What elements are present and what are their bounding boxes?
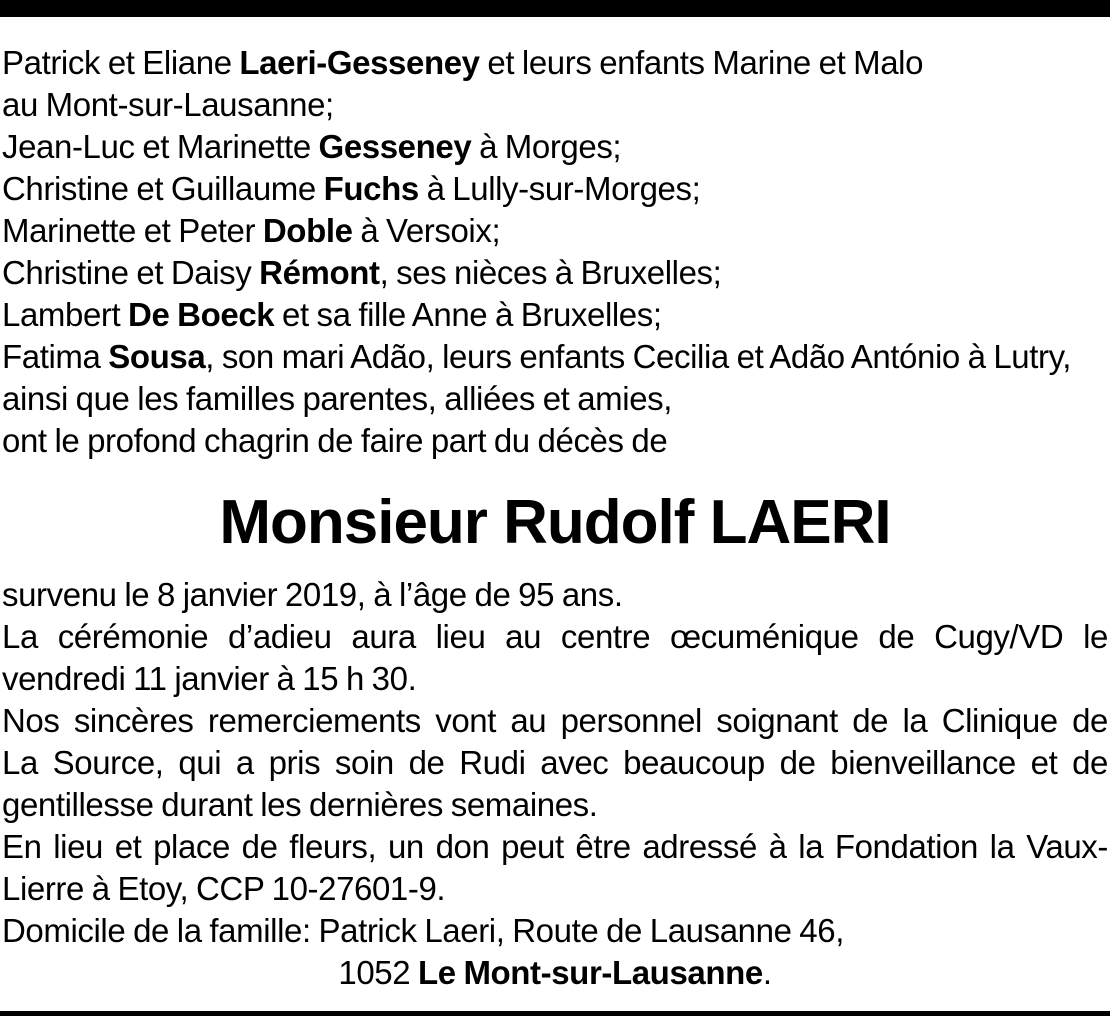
family-line: Christine et Daisy Rémont, ses nièces à Bruxelles; bbox=[2, 254, 722, 291]
ceremony-text: vendredi 11 janvier à 15 h 30. bbox=[2, 660, 417, 697]
family-line: au Mont-sur-Lausanne; bbox=[2, 86, 334, 123]
family-surname: Rémont bbox=[259, 254, 380, 291]
donation-text: Lierre à Etoy, CCP 10-27601-9. bbox=[2, 870, 446, 907]
family-domicile-locality: 1052 Le Mont-sur-Lausanne. bbox=[338, 954, 772, 991]
family-line: Patrick et Eliane Laeri-Gesseney et leurs enfants Marine et Malo bbox=[2, 44, 924, 81]
family-domicile: Domicile de la famille: Patrick Laeri, Route de Lausanne 46, bbox=[2, 912, 844, 949]
family-line: Lambert De Boeck et sa fille Anne à Bruxelles; bbox=[2, 296, 662, 333]
obituary-details bbox=[2, 574, 1108, 994]
thanks-text: Nos sincères remerciements vont au personnel soignant de la Clinique de bbox=[2, 702, 1108, 739]
family-line: Fatima Sousa, son mari Adão, leurs enfants Cecilia et Adão António à Lutry, bbox=[2, 338, 1072, 375]
thanks-text: La Source, qui a pris soin de Rudi avec beaucoup de bienveillance et de bbox=[2, 744, 1108, 781]
ceremony-text: La cérémonie d’adieu aura lieu au centre œcuménique de Cugy/VD le bbox=[2, 618, 1108, 655]
family-surname: Laeri-Gesseney bbox=[239, 44, 480, 81]
announcement-intro: ont le profond chagrin de faire part du décès de bbox=[2, 422, 668, 459]
bottom-rule bbox=[0, 1011, 1110, 1016]
donation-text: En lieu et place de fleurs, un don peut être adressé à la Fondation la Vaux- bbox=[2, 828, 1108, 865]
thanks-text: gentillesse durant les dernières semaines. bbox=[2, 786, 598, 823]
family-line: Jean-Luc et Marinette Gesseney à Morges; bbox=[2, 128, 622, 165]
top-rule bbox=[0, 0, 1110, 17]
family-announcement bbox=[2, 42, 1108, 462]
death-date: survenu le 8 janvier 2019, à l’âge de 95 ans. bbox=[2, 576, 623, 613]
domicile-place: Le Mont-sur-Lausanne bbox=[417, 954, 763, 991]
family-line: Christine et Guillaume Fuchs à Lully-sur-Morges; bbox=[2, 170, 701, 207]
family-surname: Fuchs bbox=[323, 170, 419, 207]
family-surname: Gesseney bbox=[318, 128, 472, 165]
family-surname: Doble bbox=[262, 212, 353, 249]
family-line: Marinette et Peter Doble à Versoix; bbox=[2, 212, 501, 249]
deceased-name: Monsieur Rudolf LAERI bbox=[219, 488, 891, 557]
family-line: ainsi que les familles parentes, alliées et amies, bbox=[2, 380, 673, 417]
family-surname: De Boeck bbox=[128, 296, 275, 333]
family-surname: Sousa bbox=[108, 338, 206, 375]
